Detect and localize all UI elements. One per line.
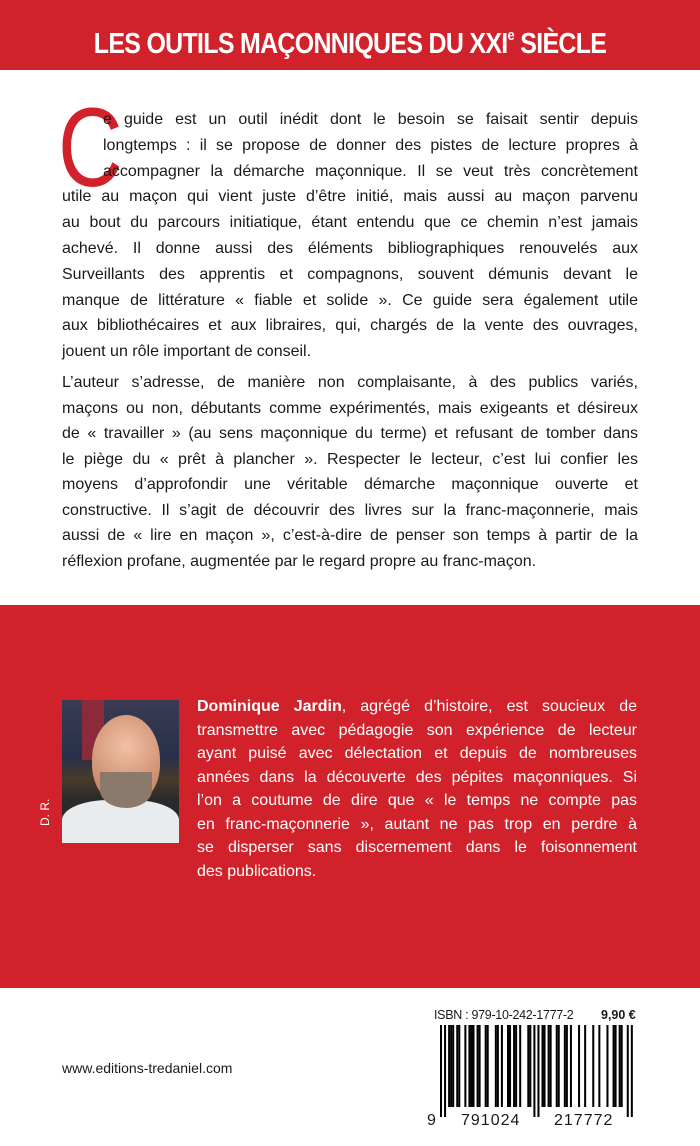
book-series-title: [49, 27, 651, 61]
summary-line: L’auteur s’adresse, de manière non complaisante, à des publics variés,: [62, 374, 638, 391]
barcode-bar: [615, 1025, 617, 1107]
barcode-bar: [477, 1025, 479, 1107]
barcode-bar: [464, 1025, 466, 1107]
barcode-bar: [566, 1025, 568, 1107]
summary-line: de « travailler » (au sens maçonnique du terme) et refusant de tomber dans: [62, 425, 638, 442]
summary-line: constructive. Il s’agit de découvrir des livres sur la franc-maçonnerie, mais: [62, 501, 638, 519]
barcode-bar: [495, 1025, 497, 1107]
barcode-bar: [627, 1025, 629, 1117]
summary-line: longtemps : il se propose de donner des pistes de lecture propres à: [103, 136, 638, 154]
summary-line: aux bibliothécaires et aux libraires, qui, chargés de la vente des ouvrages,: [62, 317, 638, 335]
summary-line: accompagner la démarche maçonnique. Il se veut très concrètement: [103, 162, 638, 180]
barcode: [440, 1025, 640, 1120]
barcode-digits-left: 791024: [461, 1112, 521, 1129]
barcode-bar: [570, 1025, 572, 1107]
barcode-bar: [507, 1025, 509, 1107]
barcode-bar: [487, 1025, 489, 1107]
title-text-end: SIÈCLE: [514, 28, 607, 60]
summary-line: le piège du « prêt à plancher ». Respecter le lecteur, c’est lui confier les: [62, 450, 638, 468]
summary-line: jouent un rôle important de conseil.: [62, 343, 312, 361]
price: 9,90 €: [601, 1008, 636, 1022]
summary-line: moyens d’approfondir une véritable démarche maçonnique ouverte et: [62, 476, 638, 493]
barcode-bar: [542, 1025, 544, 1107]
barcode-bar: [606, 1025, 608, 1107]
barcode-bar: [544, 1025, 546, 1107]
bio-line: transmettre avec pédagogie son expérience de lecteur: [197, 721, 637, 739]
barcode-bar: [631, 1025, 633, 1117]
barcode-bar: [613, 1025, 615, 1107]
bio-line: en franc-maçonnerie », autant ne pas trop en perdre à: [197, 815, 637, 833]
summary-line: maçons ou non, débutants comme expérimentés, mais exigeants et désireux: [62, 399, 638, 417]
barcode-bar: [472, 1025, 474, 1107]
barcode-bar: [592, 1025, 594, 1107]
bio-line: ayant puisé avec délectation et depuis de nombreuses: [197, 745, 637, 762]
barcode-bar: [452, 1025, 454, 1107]
barcode-bar: [440, 1025, 442, 1117]
barcode-bar: [470, 1025, 472, 1107]
summary-line: Surveillants des apprentis et compagnons, souvent démunis devant le: [62, 265, 638, 283]
barcode-bar: [456, 1025, 458, 1107]
barcode-bar: [558, 1025, 560, 1107]
barcode-bar: [519, 1025, 521, 1107]
barcode-bar: [598, 1025, 600, 1107]
summary-line: aussi de « lire en maçon », c’est-à-dire de penser son temps à partir de la: [62, 527, 638, 544]
barcode-bar: [509, 1025, 511, 1107]
title-superscript: e: [507, 27, 515, 44]
barcode-bar: [556, 1025, 558, 1107]
publisher-website: www.editions-tredaniel.com: [62, 1060, 233, 1076]
barcode-bar: [621, 1025, 623, 1107]
barcode-bar: [515, 1025, 517, 1107]
barcode-bar: [550, 1025, 552, 1107]
barcode-bar: [458, 1025, 460, 1107]
barcode-bar: [527, 1025, 529, 1107]
barcode-bar: [501, 1025, 503, 1107]
barcode-bar: [444, 1025, 446, 1117]
barcode-digits-right: 217772: [554, 1112, 614, 1129]
bio-line: [197, 697, 637, 717]
summary-line: au bout du parcours initiatique, étant entendu que ce chemin n’est jamais: [62, 214, 638, 232]
summary-line: e guide est un outil inédit dont le besoin se faisait sentir depuis: [103, 111, 638, 128]
author-photo: [62, 700, 179, 843]
barcode-bar: [448, 1025, 450, 1107]
barcode-bar: [584, 1025, 586, 1107]
bio-text: , agrégé d’histoire, est soucieux de: [341, 698, 637, 715]
summary-line: utile au maçon qui vient juste d’être initié, mais aussi au maçon parvenu: [62, 188, 638, 206]
barcode-bar: [468, 1025, 470, 1107]
barcode-bar: [485, 1025, 487, 1107]
photo-credit: D. R.: [38, 798, 52, 826]
barcode-bar: [529, 1025, 531, 1107]
title-text: LES OUTILS MAÇONNIQUES DU XXI: [93, 28, 508, 60]
header-band: [0, 0, 700, 70]
bio-line: années dans la découverte des pépites maçonniques. Si: [197, 768, 637, 786]
barcode-bar: [537, 1025, 539, 1117]
barcode-bar: [619, 1025, 621, 1107]
bio-line: se disperser sans discernement dans le foisonnement: [197, 839, 637, 856]
summary-line: réflexion profane, augmentée par le regard propre au franc-maçon.: [62, 552, 537, 570]
summary-line: achevé. Il donne aussi des éléments bibliographiques renouvelés aux: [62, 240, 638, 257]
barcode-bar: [533, 1025, 535, 1117]
author-name: Dominique Jardin: [197, 698, 342, 715]
barcode-bar: [479, 1025, 481, 1107]
bio-line: l’on a coutume de dire que « le temps ne compte pas: [197, 792, 637, 809]
bio-line: des publications.: [197, 862, 317, 880]
summary-line: manque de littérature « fiable et solide ». Ce guide sera également utile: [62, 291, 638, 309]
barcode-bar: [497, 1025, 499, 1107]
isbn: ISBN : 979-10-242-1777-2: [434, 1008, 574, 1022]
barcode-bar: [513, 1025, 515, 1107]
barcode-bar: [450, 1025, 452, 1107]
barcode-digit-first: 9: [427, 1112, 437, 1129]
barcode-bar: [564, 1025, 566, 1107]
barcode-bar: [548, 1025, 550, 1107]
drop-cap: C: [58, 85, 123, 210]
barcode-bar: [578, 1025, 580, 1107]
